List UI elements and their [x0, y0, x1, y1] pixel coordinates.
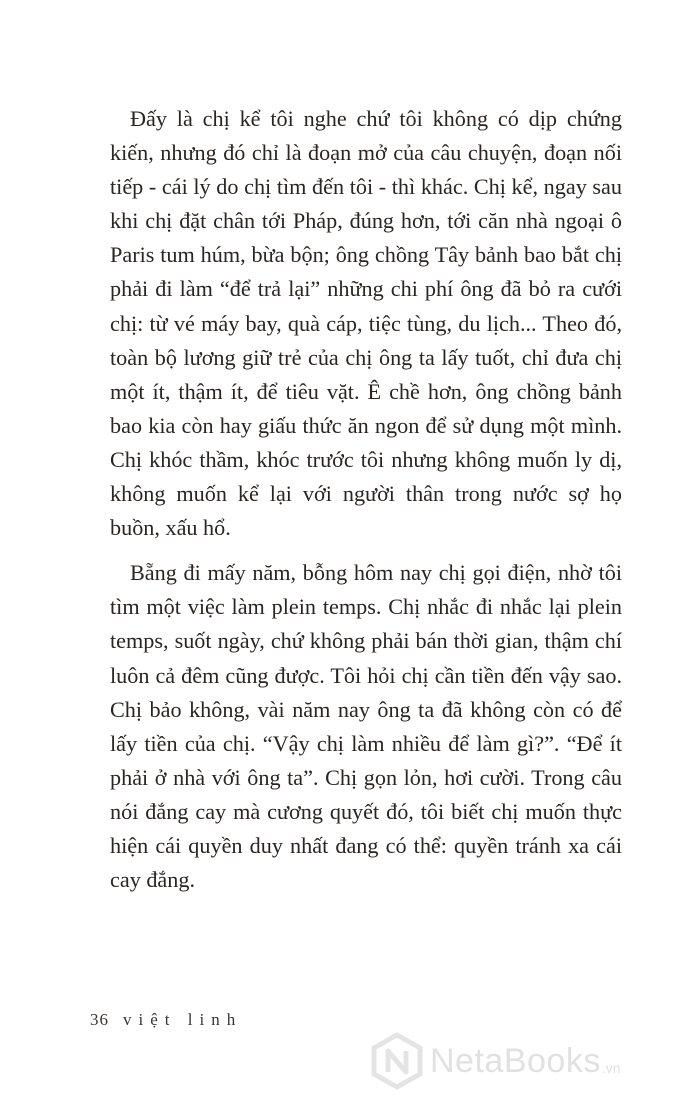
netabooks-logo-icon: [368, 1032, 426, 1090]
paragraph: Đấy là chị kể tôi nghe chứ tôi không có dịp chứng kiến, nhưng đó chỉ là đoạn mở của câu chuyện, đoạn nối tiếp - cái lý do chị tìm đến tôi - thì khác. Chị kể, ngay sau khi chị đặt chân tới Pháp, đúng hơn, tới căn nhà ngoại ô Paris tum húm, bừa bộn; ông chồng Tây bảnh bao bắt chị phải đi làm “để trả lại” những chi phí ông đã bỏ ra cưới chị: từ vé máy bay, quà cáp, tiệc tùng, du lịch... Theo đó, toàn bộ lương giữ trẻ của chị ông ta lấy tuốt, chỉ đưa chị một ít, thậm ít, để tiêu vặt. Ê chề hơn, ông chồng bảnh bao kia còn hay giấu thức ăn ngon để sử dụng một mình. Chị khóc thầm, khóc trước tôi nhưng không muốn ly dị, không muốn kể lại với người thân trong nước sợ họ buồn, xấu hổ.: [110, 106, 622, 541]
running-title: việt linh: [123, 1010, 243, 1029]
watermark-suffix: .vn: [601, 1060, 621, 1076]
page-footer: [90, 1010, 242, 1030]
page-number: 36: [90, 1010, 109, 1029]
watermark-text: NetaBooks: [430, 1041, 601, 1080]
watermark: [368, 1032, 621, 1090]
paragraph: Bẵng đi mấy năm, bỗng hôm nay chị gọi điện, nhờ tôi tìm một việc làm plein temps. Chị nhắc đi nhắc lại plein temps, suốt ngày, chứ không phải bán thời gian, thậm chí luôn cả đêm cũng được. Tôi hỏi chị cần tiền đến vậy sao. Chị bảo không, vài năm nay ông ta đã không còn có để lấy tiền của chị. “Vậy chị làm nhiều để làm gì?”. “Để ít phải ở nhà với ông ta”. Chị gọn lỏn, hơi cười. Trong câu nói đắng cay mà cương quyết đó, tôi biết chị muốn thực hiện cái quyền duy nhất đang có thể: quyền tránh xa cái cay đắng.: [110, 560, 622, 893]
body-text: [110, 102, 622, 897]
